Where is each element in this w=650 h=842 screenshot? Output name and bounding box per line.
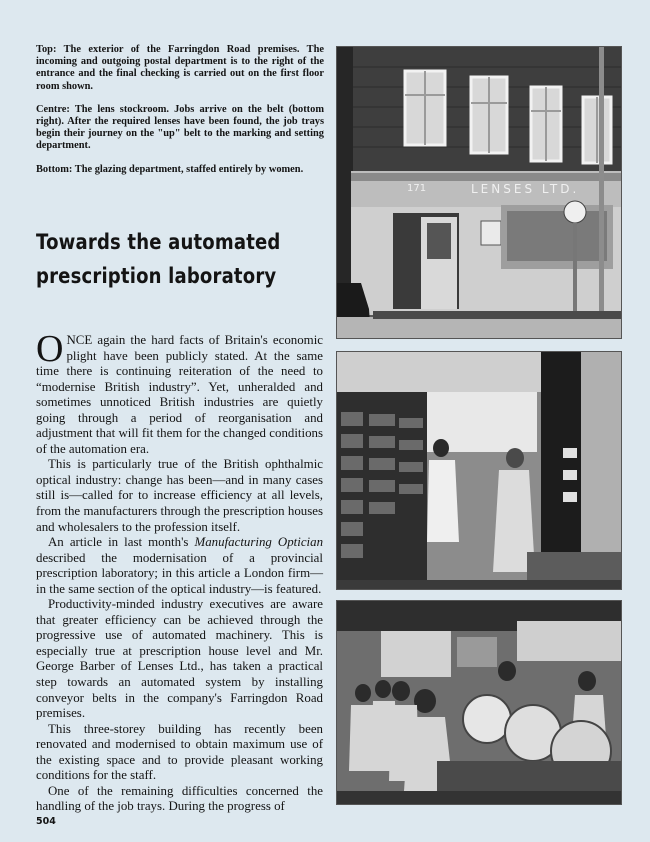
caption-bottom: Bottom: The glazing department, staffed entirely by women. <box>36 163 304 175</box>
photo-building-exterior <box>336 46 622 339</box>
paragraph-4: Productivity-minded industry executives are aware that greater efficiency can be achieved through the progressive use of automated machinery. This is especially true at prescription house level and Mr. George Barber of Lenses Ltd., has taken a practical step towards an automated system by installing conveyor belts in the company's Farringdon Road premises. <box>36 597 323 721</box>
photo-glazing-department <box>336 600 622 805</box>
photo-lens-stockroom <box>336 351 622 590</box>
paragraph-1: ONCE again the hard facts of Britain's economic plight have been publicly stated. At the same time there is continuing reiteration of the need to “modernise British industry”. Yet, unheralded and sometimes unnoticed British industries are quietly going through a period of reorganisation and adjustment that will fit them for the changed conditions of the automation era. <box>36 328 323 456</box>
page-number: 504 <box>36 816 56 827</box>
photo-captions <box>36 44 324 187</box>
article-body <box>36 328 324 815</box>
paragraph-6: One of the remaining difficulties concerned the handling of the job trays. During the progress of <box>36 783 323 814</box>
paragraph-2: This is particularly true of the British ophthalmic optical industry: change has been—and in many cases still is—called for to increase efficiency at all levels, from the manufacturers through the prescription houses and wholesalers to the profession itself. <box>36 457 323 534</box>
caption-top: Top: The exterior of the Farringdon Road premises. The incoming and outgoing postal department is to the right of the entrance and the final checking is carried out on the first floor room shown. <box>36 44 324 92</box>
storefront-sign: LENSES LTD. <box>471 182 580 196</box>
drop-cap: O <box>36 328 64 370</box>
caption-centre: Centre: The lens stockroom. Jobs arrive on the belt (bottom right). After the required lenses have been found, the job trays begin their journey on the "up" belt to the marking and setting department. <box>36 103 324 152</box>
article-title: Towards the automated prescription laboratory <box>36 230 281 289</box>
storefront-number: 171 <box>407 183 427 194</box>
paragraph-3: An article in last month's Manufacturing Optician described the modernisation of a provincial prescription laboratory; in this article a London firm—in the same section of the optical industry—is featured. <box>36 535 324 596</box>
paragraph-5: This three-storey building has recently been renovated and modernised to obtain maximum use of the existing space and to provide pleasant working conditions for the staff. <box>36 721 323 783</box>
